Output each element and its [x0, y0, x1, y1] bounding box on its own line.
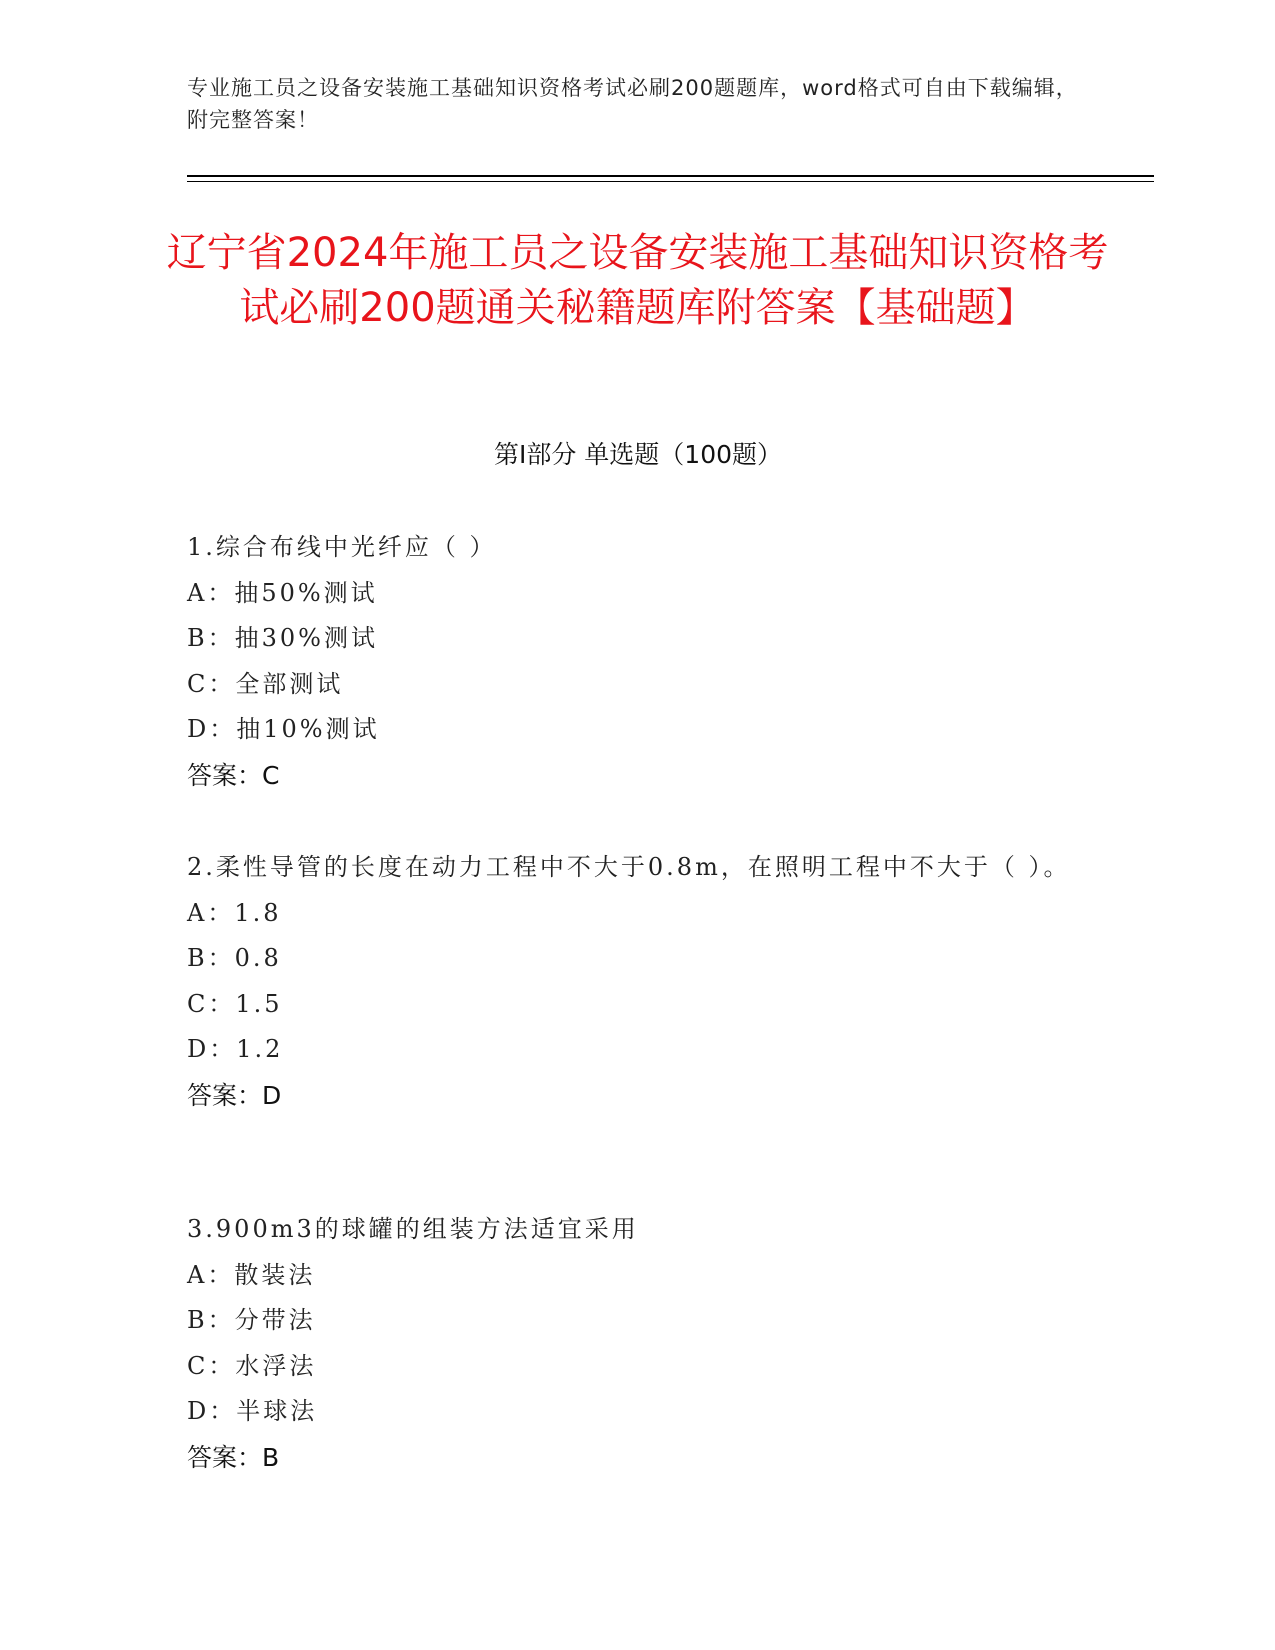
answer: 答案：D [187, 1080, 282, 1110]
question-1 [187, 525, 1089, 798]
answer: 答案：B [187, 1442, 280, 1472]
answer: 答案：C [187, 760, 280, 790]
option-b: B：0.8 [187, 944, 282, 972]
option-d: D：1.2 [187, 1035, 284, 1063]
question-stem: 3.900m3的球罐的组装方法适宜采用 [187, 1215, 639, 1243]
question-stem: 2.柔性导管的长度在动力工程中不大于0.8m，在照明工程中不大于（ ）。 [187, 853, 1071, 881]
option-c: C：水浮法 [187, 1351, 317, 1380]
header-divider-thick [187, 175, 1154, 177]
option-c: C：全部测试 [187, 669, 344, 698]
option-c: C：1.5 [187, 989, 283, 1018]
option-a: A：抽50%测试 [187, 578, 378, 607]
option-b: B：分带法 [187, 1306, 316, 1334]
section-heading: 第Ⅰ部分 单选题（100题） [493, 440, 783, 469]
question-stem: 1.综合布线中光纤应（ ） [187, 533, 497, 561]
option-d: D：半球法 [187, 1397, 318, 1425]
option-d: D：抽10%测试 [187, 715, 380, 743]
document-title: 辽宁省2024年施工员之设备安装施工基础知识资格考试必刷200题通关秘籍题库附答案【基础题】 [166, 230, 1109, 331]
question-3 [187, 1207, 1089, 1480]
header-divider-thin [187, 181, 1154, 182]
option-a: A：1.8 [187, 898, 282, 927]
header-note: 专业施工员之设备安装施工基础知识资格考试必刷200题题库，word格式可自由下载编辑，附完整答案！ [187, 76, 1078, 132]
question-2 [187, 845, 1089, 1118]
option-b: B：抽30%测试 [187, 624, 378, 652]
option-a: A：散装法 [187, 1260, 316, 1289]
